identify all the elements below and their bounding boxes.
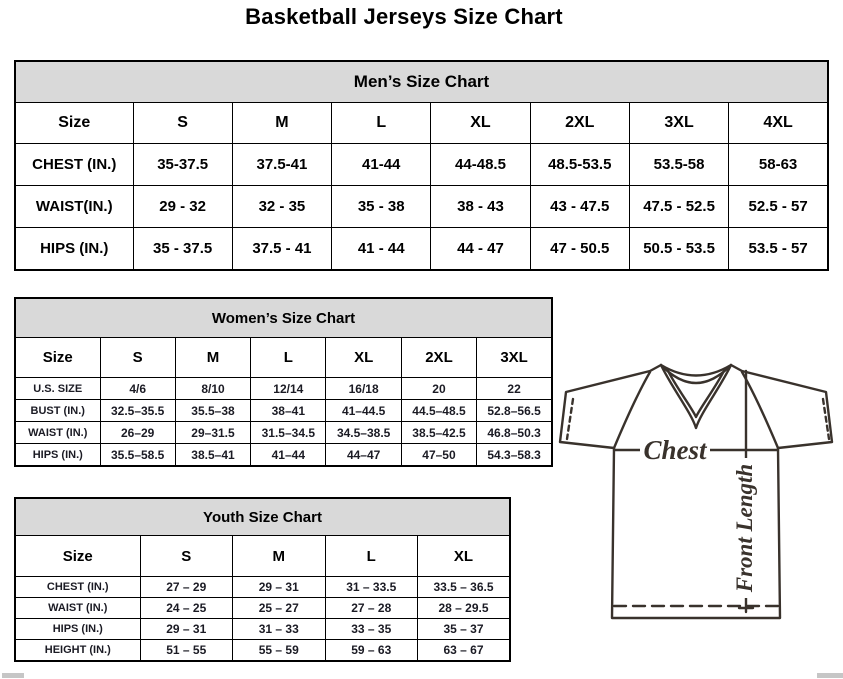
table-cell: 26–29 xyxy=(100,422,175,444)
column-header: M xyxy=(232,103,331,144)
table-cell: 59 – 63 xyxy=(325,640,418,662)
column-header: XL xyxy=(431,103,530,144)
table-cell: 43 - 47.5 xyxy=(530,186,629,228)
womens-bust-row xyxy=(15,400,552,422)
row-label: HIPS (IN.) xyxy=(15,228,133,271)
table-cell: 32 - 35 xyxy=(232,186,331,228)
column-header: S xyxy=(100,338,175,378)
chest-label: Chest xyxy=(643,435,707,465)
table-cell: 55 – 59 xyxy=(233,640,326,662)
table-cell: 29 - 32 xyxy=(133,186,232,228)
table-cell: 47 - 50.5 xyxy=(530,228,629,271)
table-cell: 46.8–50.3 xyxy=(477,422,552,444)
table-cell: 37.5 - 41 xyxy=(232,228,331,271)
table-cell: 41–44 xyxy=(251,444,326,467)
table-cell: 38–41 xyxy=(251,400,326,422)
row-label: WAIST (IN.) xyxy=(15,598,140,619)
table-cell: 34.5–38.5 xyxy=(326,422,401,444)
table-cell: 31 – 33.5 xyxy=(325,577,418,598)
youth-chest-row xyxy=(15,577,510,598)
table-cell: 41 - 44 xyxy=(332,228,431,271)
column-header: Size xyxy=(15,338,100,378)
column-header: 3XL xyxy=(477,338,552,378)
table-cell: 29 – 31 xyxy=(233,577,326,598)
scrollbar-fragment-right xyxy=(817,673,843,678)
womens-size-table xyxy=(14,297,553,467)
table-cell: 35-37.5 xyxy=(133,144,232,186)
table-cell: 12/14 xyxy=(251,378,326,400)
column-header: 2XL xyxy=(530,103,629,144)
mens-table-title: Men’s Size Chart xyxy=(15,61,828,103)
row-label: HIPS (IN.) xyxy=(15,444,100,467)
mens-header-row xyxy=(15,103,828,144)
table-cell: 53.5-58 xyxy=(629,144,728,186)
table-cell: 22 xyxy=(477,378,552,400)
column-header: S xyxy=(140,536,233,577)
row-label: HIPS (IN.) xyxy=(15,619,140,640)
row-label: CHEST (IN.) xyxy=(15,577,140,598)
table-cell: 47.5 - 52.5 xyxy=(629,186,728,228)
jersey-measurement-diagram xyxy=(556,360,840,628)
table-cell: 38.5–42.5 xyxy=(401,422,476,444)
youth-height-row xyxy=(15,640,510,662)
column-header: L xyxy=(251,338,326,378)
table-cell: 29 – 31 xyxy=(140,619,233,640)
table-cell: 35 - 38 xyxy=(332,186,431,228)
table-cell: 44-48.5 xyxy=(431,144,530,186)
column-header: L xyxy=(325,536,418,577)
row-label: WAIST(IN.) xyxy=(15,186,133,228)
table-cell: 33 – 35 xyxy=(325,619,418,640)
cuff-dash-left xyxy=(567,399,573,439)
table-cell: 33.5 – 36.5 xyxy=(418,577,511,598)
table-cell: 51 – 55 xyxy=(140,640,233,662)
column-header: Size xyxy=(15,536,140,577)
table-cell: 20 xyxy=(401,378,476,400)
womens-header-row xyxy=(15,338,552,378)
scrollbar-fragment-left xyxy=(2,673,24,678)
row-label: U.S. SIZE xyxy=(15,378,100,400)
table-cell: 27 – 28 xyxy=(325,598,418,619)
womens-hips-row xyxy=(15,444,552,467)
mens-chest-row xyxy=(15,144,828,186)
column-header: L xyxy=(332,103,431,144)
table-cell: 63 – 67 xyxy=(418,640,511,662)
column-header: XL xyxy=(418,536,511,577)
row-label: HEIGHT (IN.) xyxy=(15,640,140,662)
table-cell: 4/6 xyxy=(100,378,175,400)
table-cell: 8/10 xyxy=(175,378,250,400)
table-cell: 31 – 33 xyxy=(233,619,326,640)
table-cell: 27 – 29 xyxy=(140,577,233,598)
youth-header-row xyxy=(15,536,510,577)
mens-waist-row xyxy=(15,186,828,228)
table-cell: 44.5–48.5 xyxy=(401,400,476,422)
table-cell: 32.5–35.5 xyxy=(100,400,175,422)
column-header: XL xyxy=(326,338,401,378)
youth-waist-row xyxy=(15,598,510,619)
page-title: Basketball Jerseys Size Chart xyxy=(245,4,563,29)
jersey-outline xyxy=(560,365,832,618)
column-header: M xyxy=(175,338,250,378)
table-cell: 41–44.5 xyxy=(326,400,401,422)
womens-waist-row xyxy=(15,422,552,444)
table-cell: 29–31.5 xyxy=(175,422,250,444)
table-cell: 31.5–34.5 xyxy=(251,422,326,444)
mens-size-table xyxy=(14,60,829,271)
womens-ussize-row xyxy=(15,378,552,400)
table-cell: 25 – 27 xyxy=(233,598,326,619)
table-cell: 44 - 47 xyxy=(431,228,530,271)
column-header: 2XL xyxy=(401,338,476,378)
column-header: 4XL xyxy=(729,103,828,144)
table-cell: 38.5–41 xyxy=(175,444,250,467)
row-label: CHEST (IN.) xyxy=(15,144,133,186)
table-cell: 47–50 xyxy=(401,444,476,467)
column-header: Size xyxy=(15,103,133,144)
table-cell: 52.5 - 57 xyxy=(729,186,828,228)
table-cell: 24 – 25 xyxy=(140,598,233,619)
table-cell: 35.5–58.5 xyxy=(100,444,175,467)
womens-table-title: Women’s Size Chart xyxy=(15,298,552,338)
table-cell: 44–47 xyxy=(326,444,401,467)
table-cell: 41-44 xyxy=(332,144,431,186)
row-label: WAIST (IN.) xyxy=(15,422,100,444)
youth-size-table xyxy=(14,497,511,662)
table-cell: 35 - 37.5 xyxy=(133,228,232,271)
armhole-seam-right xyxy=(742,372,778,448)
column-header: S xyxy=(133,103,232,144)
row-label: BUST (IN.) xyxy=(15,400,100,422)
youth-table-title: Youth Size Chart xyxy=(15,498,510,536)
table-cell: 53.5 - 57 xyxy=(729,228,828,271)
table-cell: 35.5–38 xyxy=(175,400,250,422)
table-cell: 16/18 xyxy=(326,378,401,400)
table-cell: 58-63 xyxy=(729,144,828,186)
front-length-label: Front Length xyxy=(732,463,757,593)
column-header: 3XL xyxy=(629,103,728,144)
table-cell: 50.5 - 53.5 xyxy=(629,228,728,271)
mens-hips-row xyxy=(15,228,828,271)
table-cell: 48.5-53.5 xyxy=(530,144,629,186)
table-cell: 38 - 43 xyxy=(431,186,530,228)
column-header: M xyxy=(233,536,326,577)
table-cell: 28 – 29.5 xyxy=(418,598,511,619)
table-cell: 54.3–58.3 xyxy=(477,444,552,467)
youth-hips-row xyxy=(15,619,510,640)
table-cell: 35 – 37 xyxy=(418,619,511,640)
table-cell: 52.8–56.5 xyxy=(477,400,552,422)
table-cell: 37.5-41 xyxy=(232,144,331,186)
